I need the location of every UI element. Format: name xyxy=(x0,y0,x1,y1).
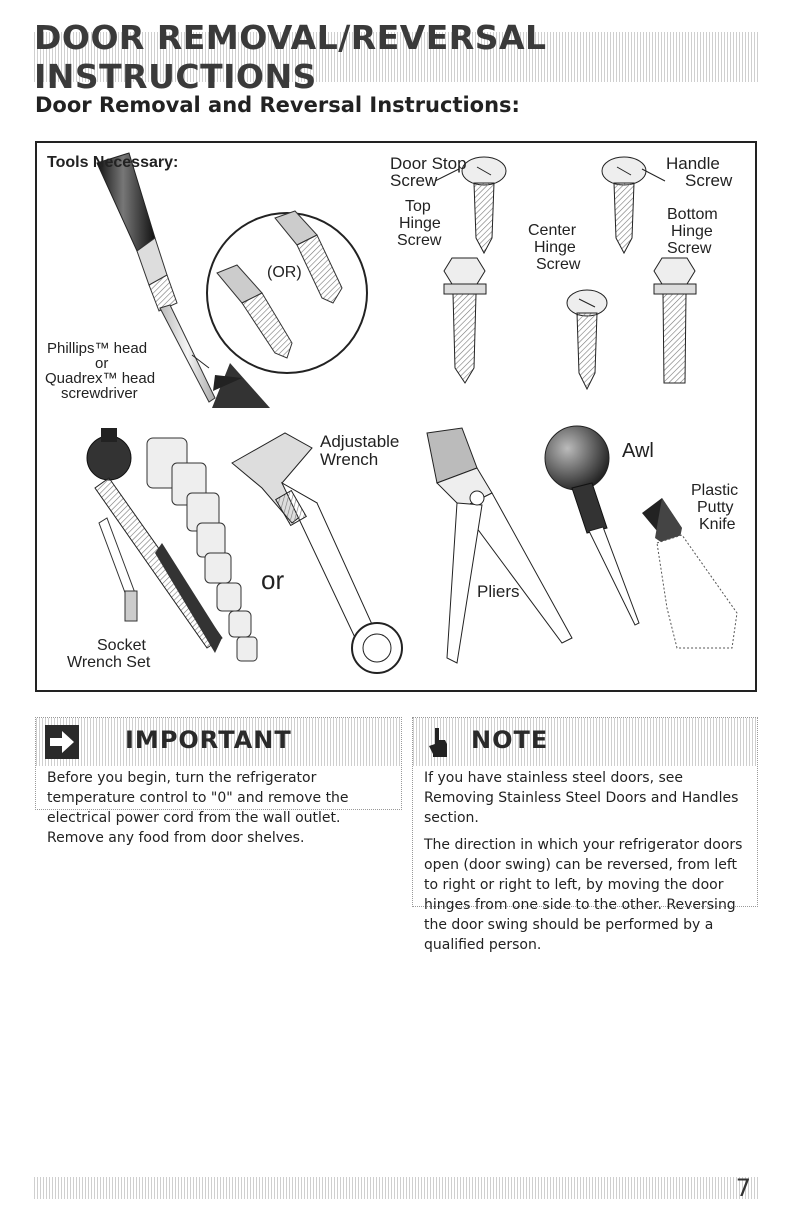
screwdriver-icon xyxy=(97,153,215,402)
bottom-hinge-label-line3: Screw xyxy=(667,240,712,257)
adjustable-wrench-icon xyxy=(232,433,402,673)
important-header xyxy=(36,718,401,766)
important-text: Before you begin, turn the refrigerator temperature control to "0" and remove the electrical power cord from the wall outlet. Remove any food from door shelves. xyxy=(47,770,349,846)
screwdriver-label-line3: screwdriver xyxy=(61,385,138,402)
note-header xyxy=(413,718,757,766)
pliers-label: Pliers xyxy=(477,582,520,601)
header-banner xyxy=(34,18,759,96)
important-title: IMPORTANT xyxy=(125,726,292,754)
footer-bar xyxy=(34,1174,759,1202)
note-paragraph-1: If you have stainless steel doors, see Removing Stainless Steel Doors and Handles section. xyxy=(424,770,739,826)
top-hinge-label-line1: Top xyxy=(405,198,431,215)
putty-label-line3: Knife xyxy=(699,516,736,533)
bottom-hinge-label-line1: Bottom xyxy=(667,206,718,223)
or-label: or xyxy=(261,565,285,595)
note-box xyxy=(412,717,758,953)
door-stop-label-line2: Screw xyxy=(390,171,438,190)
putty-label-line1: Plastic xyxy=(691,482,739,499)
screwdriver-bits-icon xyxy=(207,211,367,408)
door-stop-label-line1: Door Stop xyxy=(390,154,467,173)
putty-label-line2: Putty xyxy=(697,499,734,516)
note-title: NOTE xyxy=(471,726,549,754)
center-hinge-label-line3: Screw xyxy=(536,256,581,273)
section-title: Door Removal and Reversal Instructions: xyxy=(35,93,520,117)
screwdriver-label-line2: Quadrex™ head xyxy=(45,370,156,387)
note-paragraph-2: The direction in which your refrigerator doors open (door swing) can be reversed, from left to right or right to left, by moving the door hinges from one side to the other. Reversing the door swing should be performed by a qualified person. xyxy=(424,837,743,953)
socket-label-line1: Socket xyxy=(97,637,146,654)
door-stop-screw-icon xyxy=(462,157,506,253)
bits-or-label: (OR) xyxy=(267,264,302,281)
handle-label-line2: Screw xyxy=(685,171,733,190)
socket-label-line2: Wrench Set xyxy=(67,654,151,671)
pointing-hand-icon xyxy=(425,726,451,758)
top-hinge-screw-icon xyxy=(444,258,486,383)
awl-label: Awl xyxy=(622,440,654,462)
page-title: DOOR REMOVAL/REVERSAL INSTRUCTIONS xyxy=(34,18,547,96)
arrow-right-icon xyxy=(45,725,79,759)
center-hinge-label-line2: Hinge xyxy=(534,239,576,256)
handle-screw-icon xyxy=(602,157,646,253)
bottom-hinge-label-line2: Hinge xyxy=(671,223,713,240)
important-box xyxy=(35,717,402,846)
screwdriver-label-or: or xyxy=(95,355,109,372)
screwdriver-label-line1: Phillips™ head xyxy=(47,340,148,357)
center-hinge-label-line1: Center xyxy=(528,222,577,239)
wrench-label-line1: Adjustable xyxy=(320,432,400,451)
tools-illustration-box xyxy=(35,141,757,692)
page-number: 7 xyxy=(735,1174,751,1202)
center-hinge-screw-icon xyxy=(567,290,607,389)
top-hinge-label-line3: Screw xyxy=(397,232,442,249)
wrench-label-line2: Wrench xyxy=(320,450,379,469)
handle-label-line1: Handle xyxy=(666,154,720,173)
top-hinge-label-line2: Hinge xyxy=(399,215,441,232)
bottom-hinge-screw-icon xyxy=(654,258,696,383)
tools-illustration xyxy=(37,143,759,694)
tools-heading: Tools Necessary: xyxy=(47,154,179,171)
